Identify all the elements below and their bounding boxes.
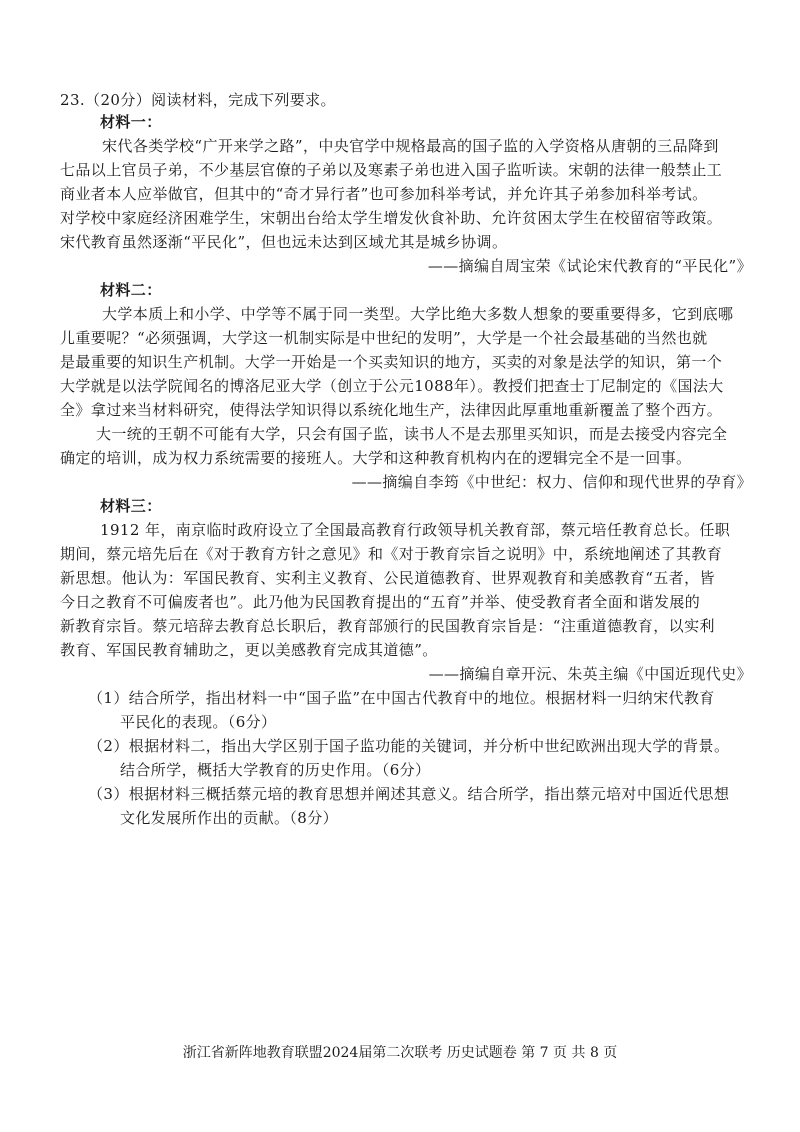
material-2-line: 全》拿过来当材料研究，使得法学知识得以系统化地生产，法律因此厚重地重新覆盖了整个西方。 xyxy=(60,401,723,419)
material-3-line: 教育、军国民教育辅助之，更以美感教育完成其道德”。 xyxy=(60,641,438,659)
material-1-line: 商业者本人应举做官，但其中的“奇才异行者”也可参加科举考试，并允许其子弟参加科举考试。 xyxy=(60,185,708,203)
material-2-line: 大学就是以法学院闻名的博洛尼亚大学（创立于公元1088年）。教授们把查士丁尼制定的《国法大 xyxy=(60,377,724,395)
material-2-line: 大学本质上和小学、中学等不属于同一类型。大学比绝大多数人想象的要重要得多，它到底哪 xyxy=(102,305,734,323)
material-2-line: 大一统的王朝不可能有大学，只会有国子监，读书人不是去那里买知识，而是去接受内容完全 xyxy=(96,425,728,443)
task-1: （1）结合所学，指出材料一中“国子监”在中国古代教育中的地位。根据材料一归纳宋代教育 xyxy=(88,689,715,707)
task-1-continued: 平民化的表现。（6分） xyxy=(120,713,277,731)
material-3-line: 期间，蔡元培先后在《对于教育方针之意见》和《对于教育宗旨之说明》中，系统地阐述了其教育 xyxy=(60,545,723,563)
material-2-line: 是最重要的知识生产机制。大学一开始是一个买卖知识的地方，买卖的对象是法学的知识，第一个 xyxy=(60,353,723,371)
material-1-line: 七品以上官员子弟，不少基层官僚的子弟以及寒素子弟也进入国子监听读。宋朝的法律一般禁止工 xyxy=(60,161,723,179)
material-1-line: 对学校中家庭经济困难学生，宋朝出台给太学生增发伙食补助、允许贫困太学生在校留宿等政策。 xyxy=(60,209,723,227)
material-3-title: 材料三： xyxy=(100,497,162,515)
task-2-continued: 结合所学，概括大学教育的历史作用。（6分） xyxy=(120,761,431,779)
material-3-line: 今日之教育不可偏废者也”。此乃他为民国教育提出的“五育”并举、使受教育者全面和谐发展的 xyxy=(60,593,701,611)
question-header: 23.（20分）阅读材料，完成下列要求。 xyxy=(60,91,336,109)
task-3-continued: 文化发展所作出的贡献。（8分） xyxy=(120,809,339,827)
material-2-line: 确定的培训，成为权力系统需要的接班人。大学和这种教育机构内在的逻辑完全不是一回事。 xyxy=(60,449,692,467)
material-3-line: 1912 年，南京临时政府设立了全国最高教育行政领导机关教育部，蔡元培任教育总长。任职 xyxy=(100,521,731,539)
material-3-line: 新思想。他认为：军国民教育、实利主义教育、公民道德教育、世界观教育和美感教育“五者，皆 xyxy=(60,569,715,587)
material-2-source: ——摘编自李筠《中世纪：权力、信仰和现代世界的孕育》 xyxy=(351,473,752,491)
material-2-title: 材料二： xyxy=(100,281,162,299)
page-footer: 浙江省新阵地教育联盟2024届第二次联考 历史试题卷 第 7 页 共 8 页 xyxy=(182,1045,618,1061)
material-2-line: 儿重要呢？“必须强调，大学这一机制实际是中世纪的发明”，大学是一个社会最基础的当然也就 xyxy=(60,329,708,347)
task-3: （3）根据材料三概括蔡元培的教育思想并阐述其意义。结合所学，指出蔡元培对中国近代思想 xyxy=(88,785,730,803)
material-1-line: 宋代各类学校“广开来学之路”，中央官学中规格最高的国子监的入学资格从唐朝的三品降到 xyxy=(102,137,719,155)
material-3-line: 新教育宗旨。蔡元培辞去教育总长职后，教育部颁行的民国教育宗旨是：“注重道德教育，以实利 xyxy=(60,617,715,635)
material-3-source: ——摘编自章开沅、朱英主编《中国近现代史》 xyxy=(428,665,752,683)
material-1-line: 宋代教育虽然逐渐“平民化”，但也远未达到区域尤其是城乡协调。 xyxy=(60,233,508,251)
material-1-title: 材料一： xyxy=(100,113,162,131)
material-1-source: ——摘编自周宝荣《试论宋代教育的“平民化”》 xyxy=(427,257,752,275)
task-2: （2）根据材料二，指出大学区别于国子监功能的关键词，并分析中世纪欧洲出现大学的背景。 xyxy=(88,737,730,755)
